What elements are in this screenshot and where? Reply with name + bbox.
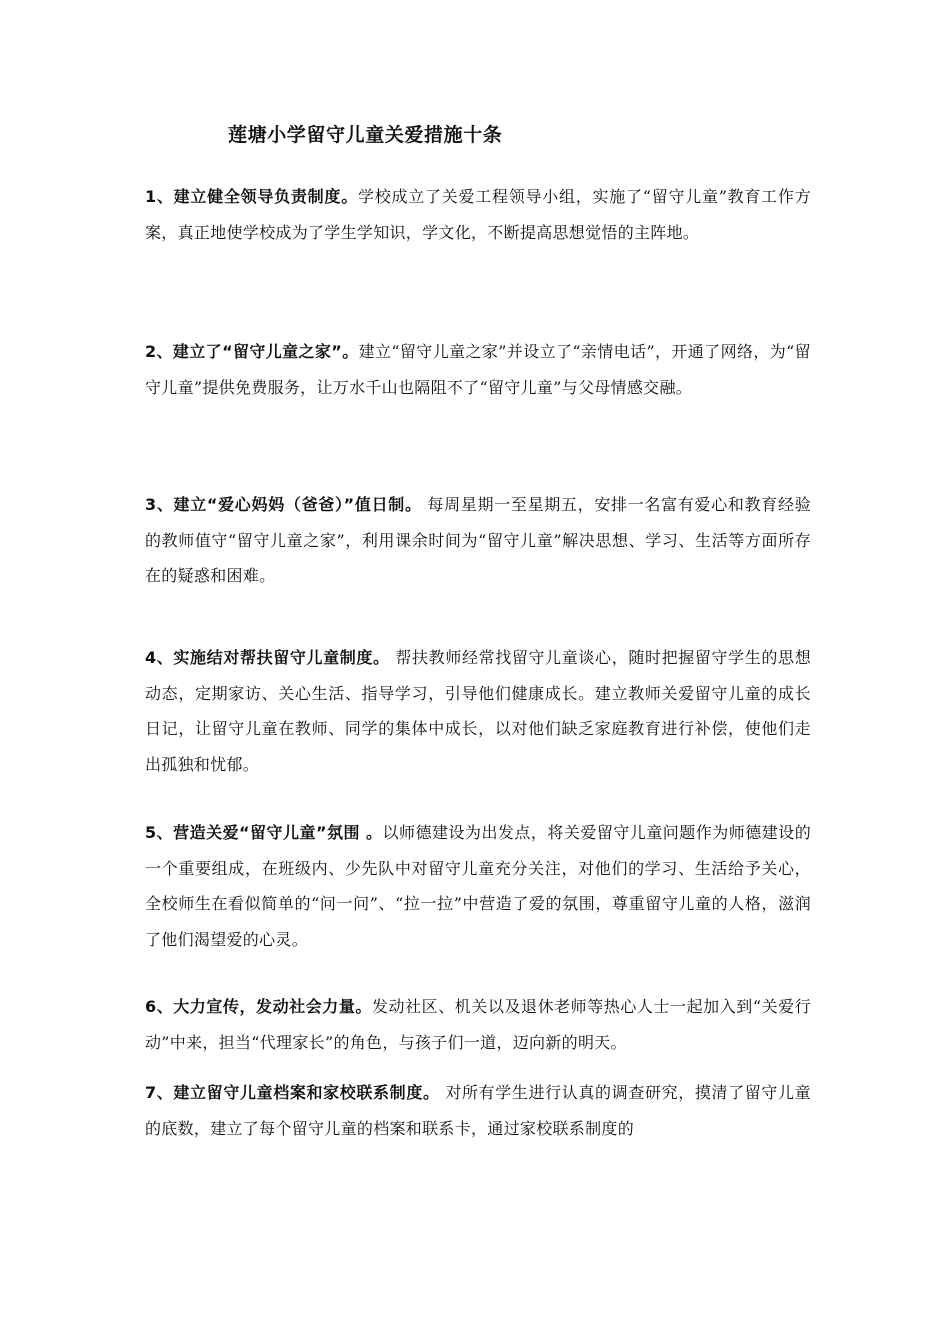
- measure-body: 以师德建设为出发点，将关爱留守儿童问题作为师德建设的一个重要组成，在班级内、少先队中对留守儿童充分关注，对他们的学习、生活给予关心，全校师生在看似简单的“问一问”、“拉一拉”中营造了爱的氛围，尊重留守儿童的人格，滋润了他们渴望爱的心灵。: [145, 823, 811, 949]
- measure-body: 发动社区、机关以及退休老师等热心人士一起加入到“关爱行动”中来，担当“代理家长”的角色，与孩子们一道，迈向新的明天。: [145, 997, 811, 1052]
- measure-body: 帮扶教师经常找留守儿童谈心，随时把握留守学生的思想动态，定期家访、关心生活、指导学习，引导他们健康成长。建立教师关爱留守儿童的成长日记，让留守儿童在教师、同学的集体中成长，以对他们缺乏家庭教育进行补偿，使他们走出孤独和忧郁。: [145, 648, 811, 774]
- measure-heading: 6、大力宣传，发动社会力量。: [145, 997, 372, 1016]
- measure-heading: 7、建立留守儿童档案和家校联系制度。: [145, 1083, 440, 1102]
- measure-body: 对所有学生进行认真的调查研究，摸清了留守儿童的底数，建立了每个留守儿童的档案和联系卡，通过家校联系制度的: [145, 1083, 811, 1138]
- document-title: 莲塘小学留守儿童关爱措施十条: [228, 124, 503, 146]
- measure-paragraph-1: [145, 179, 811, 250]
- measure-heading: 4、实施结对帮扶留守儿童制度。: [145, 648, 390, 667]
- measure-paragraph-7: [145, 1075, 811, 1146]
- measure-paragraph-5: [145, 815, 811, 957]
- measure-paragraph-3: [145, 487, 811, 594]
- measure-heading: 1、建立健全领导负责制度。: [145, 187, 358, 206]
- measure-heading: 3、建立“爱心妈妈（爸爸）”值日制。: [145, 495, 422, 514]
- measure-heading: 2、建立了“留守儿童之家”。: [145, 342, 359, 361]
- measure-paragraph-4: [145, 640, 811, 782]
- measure-body: 学校成立了关爱工程领导小组，实施了“留守儿童”教育工作方案，真正地使学校成为了学生学知识，学文化，不断提高思想觉悟的主阵地。: [145, 187, 811, 242]
- measure-body: 每周星期一至星期五，安排一名富有爱心和教育经验的教师值守“留守儿童之家”，利用课余时间为“留守儿童”解决思想、学习、生活等方面所存在的疑惑和困难。: [145, 495, 811, 586]
- measure-body: 建立“留守儿童之家”并设立了“亲情电话”，开通了网络，为“留守儿童”提供免费服务，让万水千山也隔阻不了“留守儿童”与父母情感交融。: [145, 342, 811, 397]
- measure-paragraph-6: [145, 989, 811, 1060]
- measure-paragraph-2: [145, 334, 811, 405]
- measure-heading: 5、营造关爱“留守儿童”氛围 。: [145, 823, 383, 842]
